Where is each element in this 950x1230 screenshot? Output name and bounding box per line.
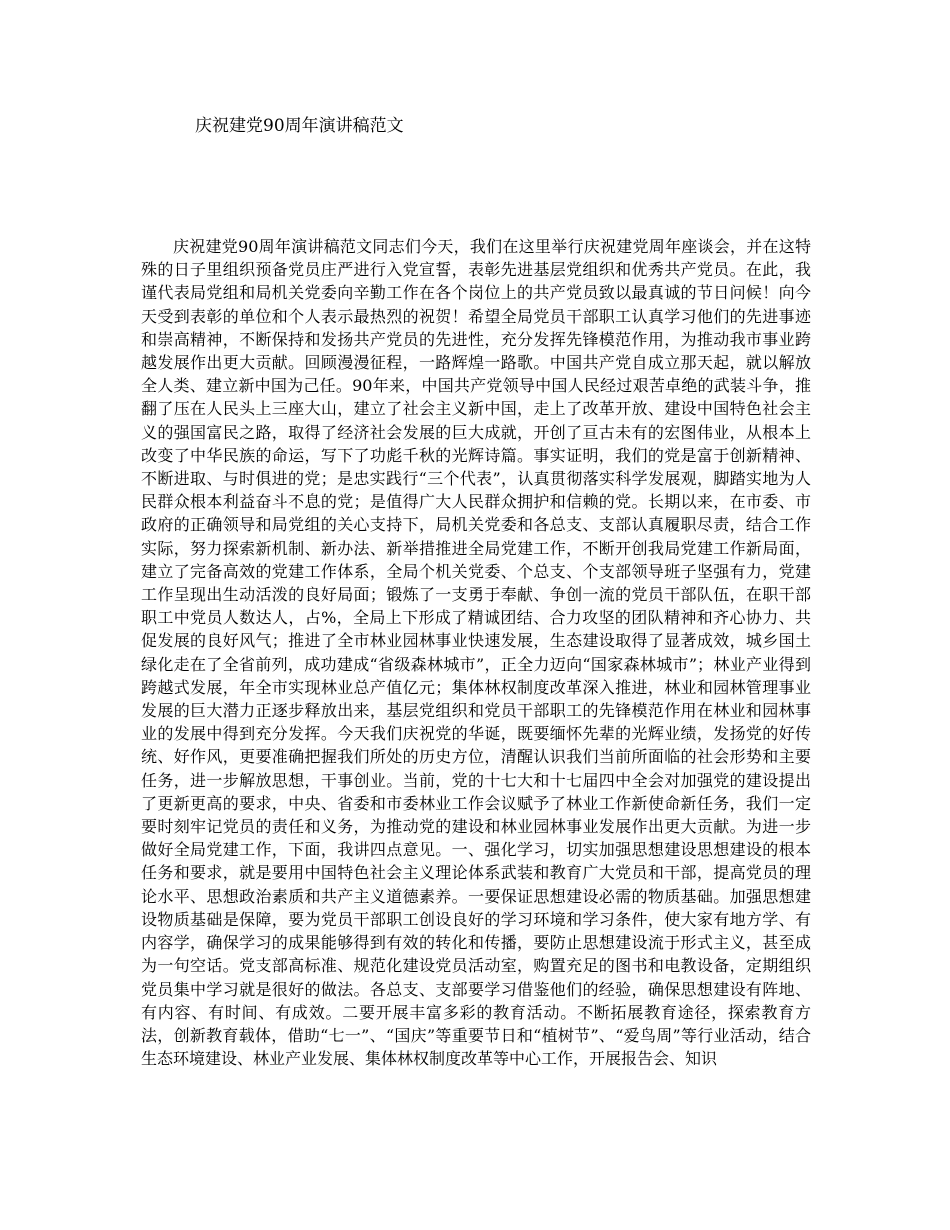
document-title: 庆祝建党90周年演讲稿范文 — [195, 116, 404, 136]
document-body-paragraph: 庆祝建党90周年演讲稿范文同志们今天，我们在这里举行庆祝建党周年座谈会，并在这特殊的日子里组织预备党员庄严进行入党宣誓，表彰先进基层党组织和优秀共产党员。在此，我谨代表局党组和局机关党委向辛勤工作在各个岗位上的共产党员致以最真诚的节日问候！向今天受到表彰的单位和个人表示最热烈的祝贺！希望全局党员干部职工认真学习他们的先进事迹和崇高精神，不断保持和发扬共产党员的先进性，充分发挥先锋模范作用，为推动我市事业跨越发展作出更大贡献。回顾漫漫征程，一路辉煌一路歌。中国共产党自成立那天起，就以解放全人类、建立新中国为己任。90年来，中国共产党领导中国人民经过艰苦卓绝的武装斗争，推翻了压在人民头上三座大山，建立了社会主义新中国，走上了改革开放、建设中国特色社会主义的强国富民之路，取得了经济社会发展的巨大成就，开创了亘古未有的宏图伟业，从根本上改变了中华民族的命运，写下了功彪千秋的光辉诗篇。事实证明，我们的党是富于创新精神、不断进取、与时俱进的党；是忠实践行“三个代表”，认真贯彻落实科学发展观，脚踏实地为人民群众根本利益奋斗不息的党；是值得广大人民群众拥护和信赖的党。长期以来，在市委、市政府的正确领导和局党组的关心支持下，局机关党委和各总支、支部认真履职尽责，结合工作实际，努力探索新机制、新办法、新举措推进全局党建工作，不断开创我局党建工作新局面，建立了完备高效的党建工作体系，全局个机关党委、个总支、个支部领导班子坚强有力，党建工作呈现出生动活泼的良好局面；锻炼了一支勇于奉献、争创一流的党员干部队伍，在职干部职工中党员人数达人，占%，全局上下形成了精诚团结、合力攻坚的团队精神和齐心协力、共促发展的良好风气；推进了全市林业园林事业快速发展，生态建设取得了显著成效，城乡国土绿化走在了全省前列，成功建成“省级森林城市”，正全力迈向“国家森林城市”；林业产业得到跨越式发展，年全市实现林业总产值亿元；集体林权制度改革深入推进，林业和园林管理事业发展的巨大潜力正逐步释放出来，基层党组织和党员干部职工的先锋模范作用在林业和园林事业的发展中得到充分发挥。今天我们庆祝党的华诞，既要缅怀先辈的光辉业绩，发扬党的好传统、好作风，更要准确把握我们所处的历史方位，清醒认识我们当前所面临的社会形势和主要任务，进一步解放思想，干事创业。当前，党的十七大和十七届四中全会对加强党的建设提出了更新更高的要求，中央、省委和市委林业工作会议赋予了林业工作新使命新任务，我们一定要时刻牢记党员的责任和义务，为推动党的建设和林业园林事业发展作出更大贡献。为进一步做好全局党建工作，下面，我讲四点意见。一、强化学习，切实加强思想建设思想建设的根本任务和要求，就是要用中国特色社会主义理论体系武装和教育广大党员和干部，提高党员的理论水平、思想政治素质和共产主义道德素养。一要保证思想建设必需的物质基础。加强思想建设物质基础是保障，要为党员干部职工创设良好的学习环境和学习条件，使大家有地方学、有内容学，确保学习的成果能够得到有效的转化和传播，要防止思想建设流于形式主义，甚至成为一句空话。党支部高标准、规范化建设党员活动室，购置充足的图书和电教设备，定期组织党员集中学习就是很好的做法。各总支、支部要学习借鉴他们的经验，确保思想建设有阵地、有内容、有时间、有成效。二要开展丰富多彩的教育活动。不断拓展教育途径，探索教育方法，创新教育载体，借助“七一”、“国庆”等重要节日和“植树节”、“爱鸟周”等行业活动，结合生态环境建设、林业产业发展、集体林权制度改革等中心工作，开展报告会、知识 — [141, 237, 811, 1069]
